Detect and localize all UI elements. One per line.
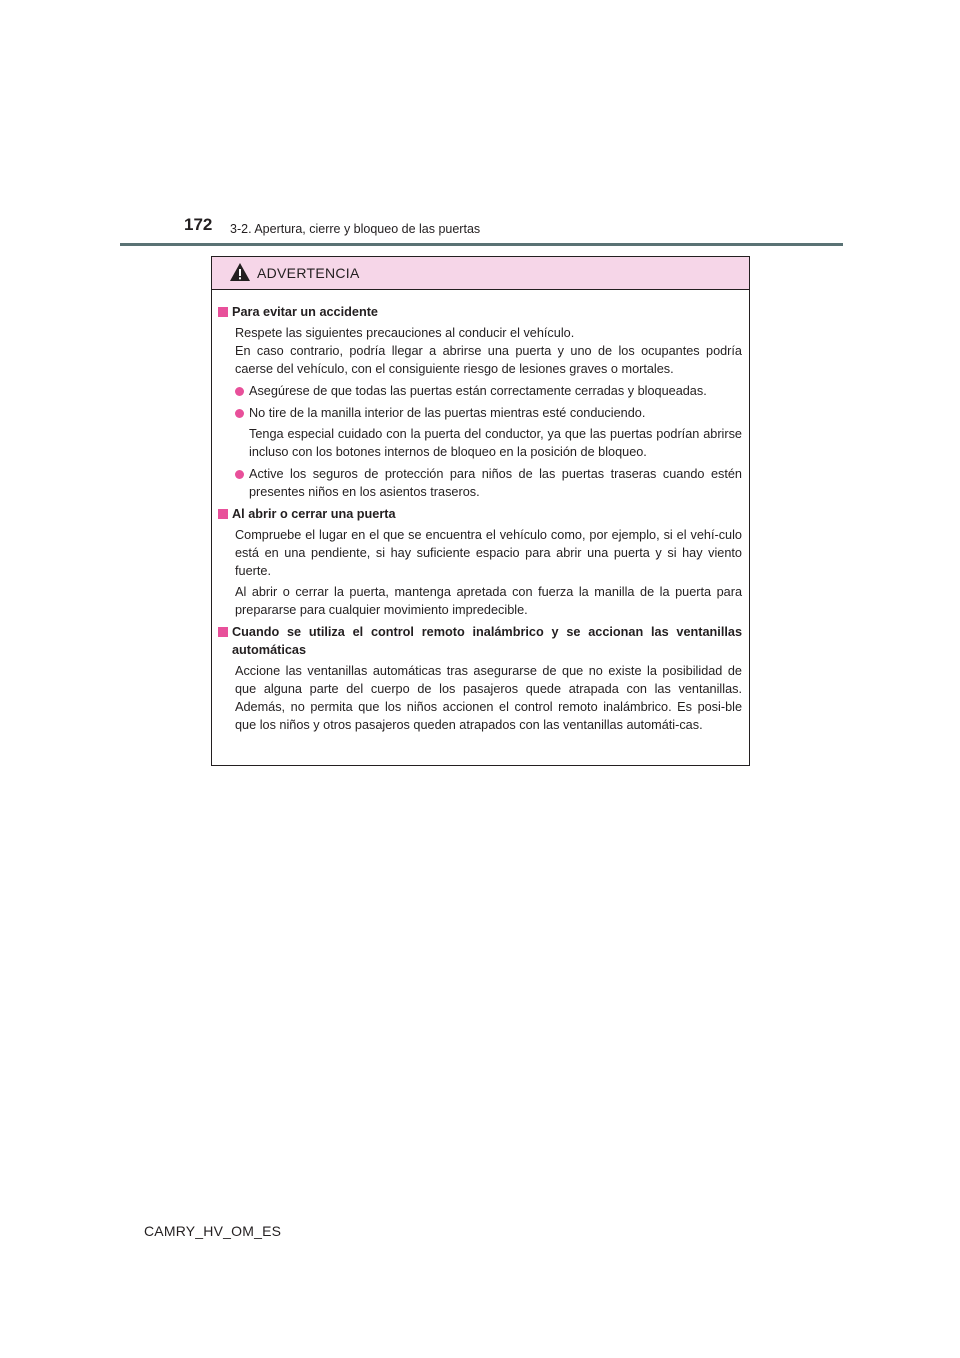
section-heading <box>218 303 742 321</box>
square-bullet-icon <box>218 509 228 519</box>
intro-line: Respete las siguientes precauciones al conducir el vehículo. <box>235 326 575 340</box>
bullet-text: Active los seguros de protección para niños de las puertas traseras cuando estén presentes niños en los asientos traseros. <box>249 467 742 499</box>
warning-title: ADVERTENCIA <box>257 265 360 281</box>
bullet-item <box>235 404 742 422</box>
paragraph: Al abrir o cerrar la puerta, mantenga apretada con fuerza la manilla de la puerta para prepararse para cualquier movimiento impredecible. <box>235 585 742 617</box>
warning-section-doors <box>218 505 742 619</box>
paragraph: Compruebe el lugar en el que se encuentra el vehículo como, por ejemplo, si el vehí-culo está en una pendiente, si hay suficiente espacio para abrir una puerta y si hay viento fuerte. <box>235 528 742 578</box>
round-bullet-icon <box>235 470 244 479</box>
section-heading <box>218 623 742 659</box>
warning-header <box>212 257 749 290</box>
bullet-text: Asegúrese de que todas las puertas están correctamente cerradas y bloqueadas. <box>249 384 707 398</box>
heading-text: Cuando se utiliza el control remoto inalámbrico y se accionan las ventanillas automáticas <box>232 625 742 657</box>
square-bullet-icon <box>218 627 228 637</box>
bullet-item <box>235 382 742 400</box>
warning-triangle-icon <box>229 262 251 282</box>
warning-body <box>212 290 749 734</box>
bullet-note: Tenga especial cuidado con la puerta del conductor, ya que las puertas podrían abrirse incluso con los botones internos de bloqueo en la posición de bloqueo. <box>249 427 742 459</box>
manual-code: CAMRY_HV_OM_ES <box>144 1223 282 1239</box>
warning-box <box>211 256 750 766</box>
heading-text: Al abrir o cerrar una puerta <box>232 507 396 521</box>
bullet-text: No tire de la manilla interior de las puertas mientras esté conduciendo. <box>249 406 646 420</box>
heading-text: Para evitar un accidente <box>232 305 378 319</box>
warning-section-accident <box>218 303 742 501</box>
header-rule <box>120 243 843 246</box>
bullet-item <box>235 465 742 501</box>
intro-line: En caso contrario, podría llegar a abrirse una puerta y uno de los ocupantes podría caerse del vehículo, con el consiguiente riesgo de lesiones graves o mortales. <box>235 344 742 376</box>
warning-section-windows <box>218 623 742 734</box>
round-bullet-icon <box>235 387 244 396</box>
square-bullet-icon <box>218 307 228 317</box>
section-title: 3-2. Apertura, cierre y bloqueo de las puertas <box>230 222 481 236</box>
paragraph: Accione las ventanillas automáticas tras asegurarse de que no existe la posibilidad de que alguna parte del cuerpo de los pasajeros quede atrapada con las ventanillas. Además, no permita que los niños accionen el control remoto inalámbrico. Es posi-ble que los niños y otros pasajeros queden atrapados con las ventanillas automáti-cas. <box>235 664 742 732</box>
page-number: 172 <box>184 215 213 234</box>
section-heading <box>218 505 742 523</box>
intro-paragraph <box>235 324 742 378</box>
round-bullet-icon <box>235 409 244 418</box>
